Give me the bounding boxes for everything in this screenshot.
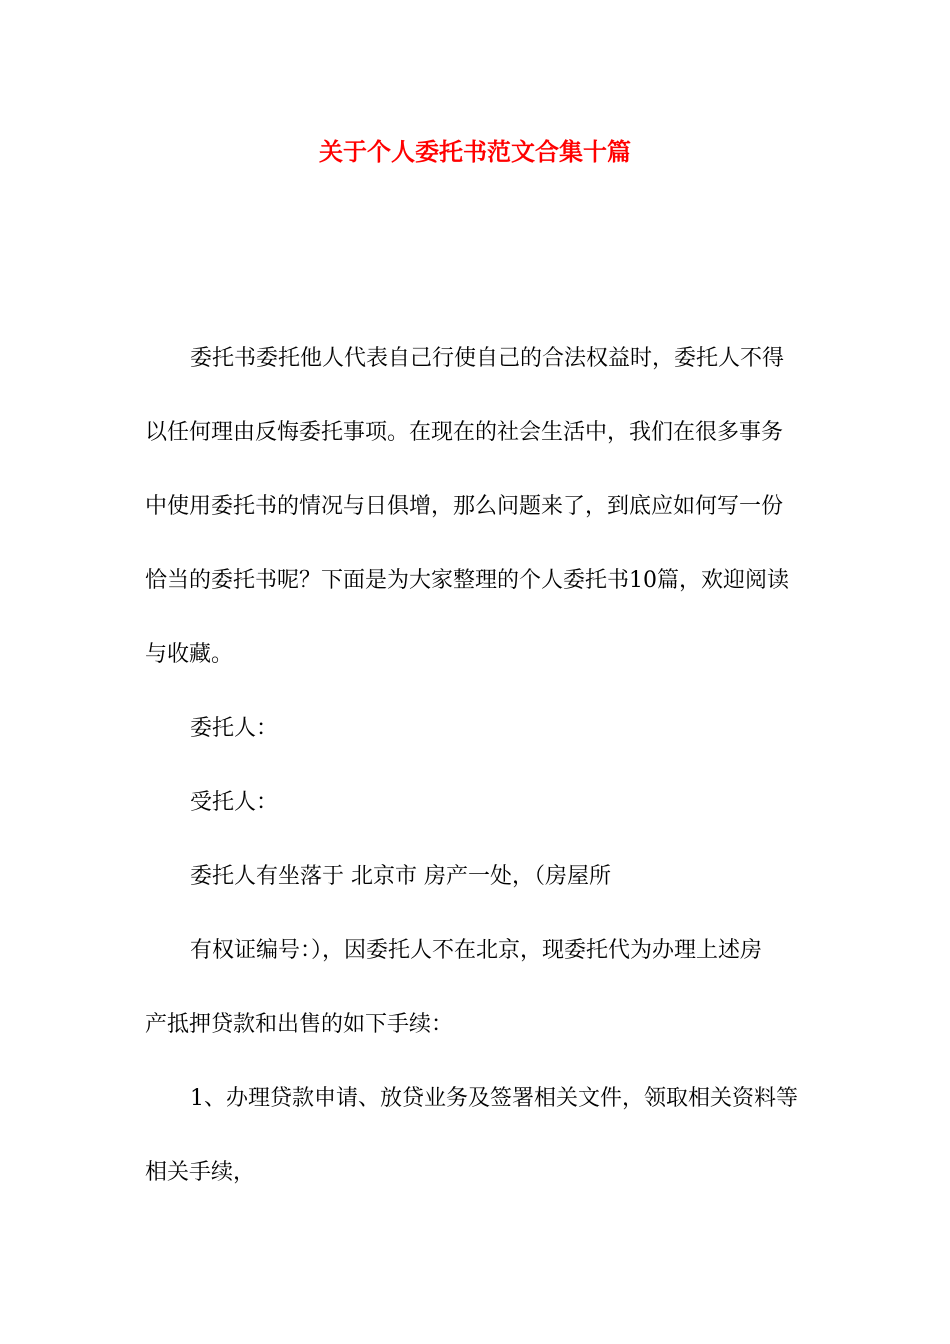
paragraph-line: 委托人有坐落于 北京市 房产一处，（房屋所	[190, 864, 611, 889]
paragraph-line: 恰当的委托书呢？下面是为大家整理的个人委托书10篇，欢迎阅读	[145, 568, 789, 593]
paragraph-line: 以任何理由反悔委托事项。在现在的社会生活中，我们在很多事务	[145, 420, 784, 445]
paragraph-line: 委托书委托他人代表自己行使自己的合法权益时，委托人不得	[190, 346, 785, 371]
paragraph-line: 有权证编号：），因委托人不在北京，现委托代为办理上述房	[190, 938, 763, 963]
paragraph-line: 中使用委托书的情况与日俱增，那么问题来了，到底应如何写一份	[145, 494, 784, 519]
list-item: 1、办理贷款申请、放贷业务及签署相关文件，领取相关资料等	[190, 1086, 798, 1111]
paragraph-line: 产抵押贷款和出售的如下手续：	[145, 1012, 454, 1037]
agent-label: 受托人：	[190, 790, 279, 815]
document-body	[145, 322, 810, 1210]
document-title: 关于个人委托书范文合集十篇	[319, 137, 631, 166]
paragraph-line: 与收藏。	[145, 642, 234, 667]
paragraph-line: 相关手续，	[145, 1160, 256, 1185]
principal-label: 委托人：	[190, 716, 279, 741]
